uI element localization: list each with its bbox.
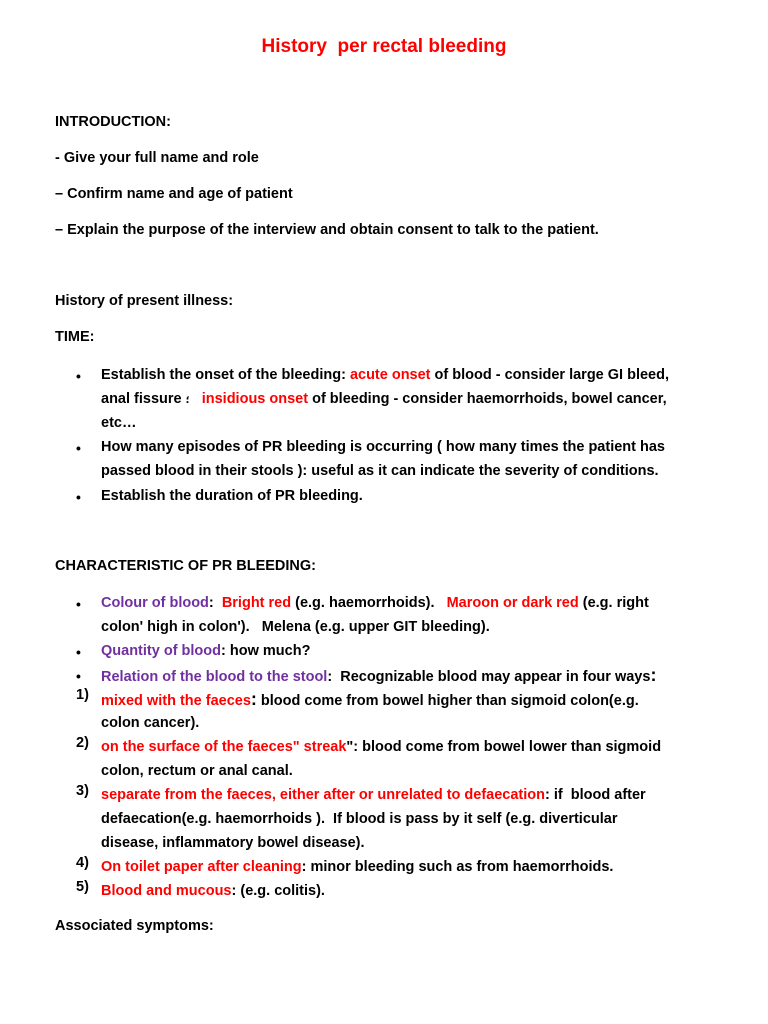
way-2-line-1: on the surface of the faeces" streak": blood come from bowel lower than sigmoid: [101, 739, 662, 755]
way-4-number: 4): [76, 855, 89, 871]
hpi-heading: History of present illness:: [55, 293, 234, 309]
colour-line-1: Colour of blood: Bright red (e.g. haemorrhoids). Maroon or dark red (e.g. right: [101, 595, 649, 611]
insidious-onset-highlight: insidious onset: [201, 391, 309, 407]
way-3-line-3: disease, inflammatory bowel disease).: [101, 835, 365, 851]
bullet-icon: •: [76, 644, 81, 660]
acute-onset-highlight: acute onset: [349, 367, 431, 383]
characteristic-heading: CHARACTERISTIC OF PR BLEEDING:: [55, 558, 316, 574]
colour-line-2: colon' high in colon'). Melena (e.g. upper GIT bleeding).: [101, 619, 490, 635]
way-3-line-2: defaecation(e.g. haemorrhoids ). If blood is pass by it self (e.g. diverticular: [101, 811, 618, 827]
intro-item-2: – Confirm name and age of patient: [55, 186, 293, 202]
maroon-highlight: Maroon or dark red: [446, 595, 579, 611]
way-3-number: 3): [76, 783, 89, 799]
way-1-number: 1): [76, 687, 89, 703]
intro-item-3: – Explain the purpose of the interview and obtain consent to talk to the patient.: [55, 222, 599, 238]
bullet-icon: •: [76, 489, 81, 505]
associated-symptoms-heading: Associated symptoms:: [55, 918, 214, 934]
bullet-icon: •: [76, 668, 81, 684]
relation-label: Relation of the blood to the stool: [101, 669, 328, 685]
time-bullet-2-line-1: How many episodes of PR bleeding is occurring ( how many times the patient has: [101, 439, 665, 455]
intro-item-1: - Give your full name and role: [55, 150, 259, 166]
time-bullet-1-line-1: [101, 363, 669, 387]
quantity-line: Quantity of blood: how much?: [101, 643, 311, 659]
time-bullet-1-mid2: of bleeding - consider haemorrhoids, bowel cancer,: [308, 391, 667, 407]
way-5-number: 5): [76, 879, 89, 895]
way-2-number: 2): [76, 735, 89, 751]
way-3-line-1: separate from the faeces, either after or unrelated to defaecation: if blood after: [101, 787, 646, 803]
relation-line: Relation of the blood to the stool: Recognizable blood may appear in four ways:: [101, 665, 657, 685]
page-title: History per rectal bleeding: [261, 36, 507, 57]
intro-heading: INTRODUCTION:: [55, 114, 171, 130]
time-bullet-1-line2-pre: anal fissure: [101, 391, 186, 407]
time-heading: TIME:: [55, 329, 95, 345]
way-1-line-2: colon cancer).: [101, 715, 200, 731]
way-4-line-1: On toilet paper after cleaning: minor bleeding such as from haemorrhoids.: [101, 859, 614, 875]
time-bullet-1-line-2: [101, 387, 667, 413]
bullet-icon: •: [76, 440, 81, 456]
separator-mark: ؛: [185, 395, 190, 406]
way-5-line-1: Blood and mucous: (e.g. colitis).: [101, 883, 325, 899]
bullet-icon: •: [76, 596, 81, 612]
time-bullet-2-line-2: passed blood in their stools ): useful as it can indicate the severity of conditions.: [101, 463, 659, 479]
time-bullet-1-pre: Establish the onset of the bleeding:: [101, 367, 350, 383]
time-bullet-3: Establish the duration of PR bleeding.: [101, 488, 363, 504]
bullet-icon: •: [76, 368, 81, 384]
way-1-line-1: mixed with the faeces: blood come from bowel higher than sigmoid colon(e.g.: [101, 689, 639, 709]
time-bullet-1-line-3: etc…: [101, 415, 137, 431]
quantity-label: Quantity of blood: [101, 643, 222, 659]
bright-red-highlight: Bright red: [221, 595, 292, 611]
colour-label: Colour of blood: [101, 595, 209, 611]
way-2-line-2: colon, rectum or anal canal.: [101, 763, 293, 779]
time-bullet-1-mid: of blood - consider large GI bleed,: [430, 367, 670, 383]
